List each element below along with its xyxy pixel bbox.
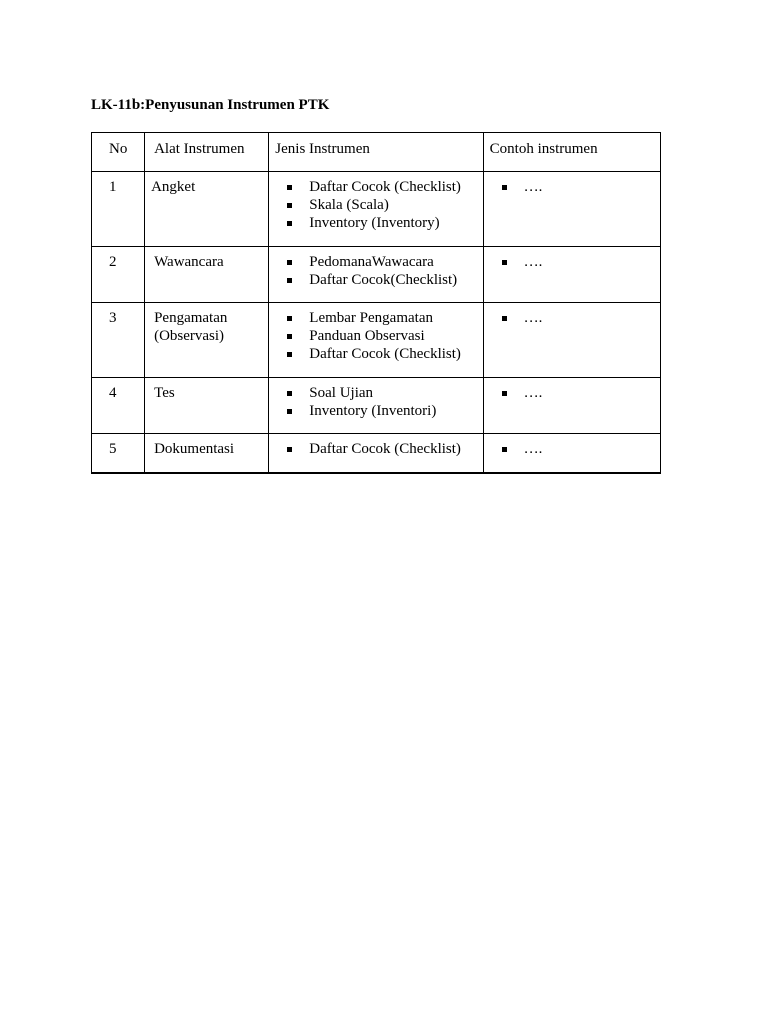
square-bullet-icon	[287, 221, 292, 226]
list-item-text: Panduan Observasi	[309, 328, 425, 344]
list-item-text: ….	[523, 441, 543, 457]
row-jenis-instrumen	[269, 434, 483, 474]
list-item	[269, 327, 482, 345]
row-alat-instrumen: Wawancara	[145, 247, 269, 303]
square-bullet-icon	[287, 334, 292, 339]
list-item	[484, 309, 660, 327]
list-item	[484, 440, 660, 458]
list-item-text: Skala (Scala)	[309, 197, 389, 213]
row-number: 3	[92, 303, 145, 378]
row-alat-instrumen: Angket	[145, 172, 269, 247]
row-jenis-instrumen	[269, 303, 483, 378]
square-bullet-icon	[287, 185, 292, 190]
square-bullet-icon	[287, 447, 292, 452]
table-row	[92, 378, 661, 434]
table-row	[92, 434, 661, 474]
list-item-text: Soal Ujian	[309, 385, 374, 401]
list-item-text: Daftar Cocok (Checklist)	[309, 346, 461, 362]
list-item-text: ….	[523, 385, 543, 401]
list-item-text: PedomanaWawacara	[309, 254, 434, 270]
list-item-text: Daftar Cocok (Checklist)	[309, 179, 461, 195]
square-bullet-icon	[502, 260, 507, 265]
square-bullet-icon	[502, 316, 507, 321]
row-contoh-instrumen	[483, 434, 660, 474]
list-item	[269, 196, 482, 214]
list-item	[269, 178, 482, 196]
square-bullet-icon	[287, 409, 292, 414]
row-contoh-instrumen	[483, 172, 660, 247]
instrument-table	[91, 132, 661, 474]
list-item	[269, 253, 482, 271]
list-item-text: Inventory (Inventori)	[309, 403, 437, 419]
list-item-text: ….	[523, 179, 543, 195]
row-jenis-instrumen	[269, 247, 483, 303]
header-contoh-instrumen: Contoh instrumen	[483, 133, 660, 172]
list-item-text: Inventory (Inventory)	[309, 215, 440, 231]
square-bullet-icon	[287, 203, 292, 208]
list-item	[484, 253, 660, 271]
square-bullet-icon	[287, 391, 292, 396]
list-item	[269, 309, 482, 327]
table-row	[92, 247, 661, 303]
row-number: 1	[92, 172, 145, 247]
list-item	[484, 384, 660, 402]
row-number: 5	[92, 434, 145, 474]
row-number: 4	[92, 378, 145, 434]
list-item	[269, 440, 482, 458]
list-item-text: Daftar Cocok (Checklist)	[309, 441, 461, 457]
list-item-text: ….	[523, 254, 543, 270]
list-item	[269, 402, 482, 420]
square-bullet-icon	[287, 278, 292, 283]
square-bullet-icon	[287, 316, 292, 321]
row-jenis-instrumen	[269, 378, 483, 434]
row-alat-instrumen: Pengamatan (Observasi)	[145, 303, 269, 378]
header-no: No	[92, 133, 145, 172]
square-bullet-icon	[287, 260, 292, 265]
square-bullet-icon	[502, 391, 507, 396]
list-item-text: Daftar Cocok(Checklist)	[309, 272, 458, 288]
table-header-row	[92, 133, 661, 172]
table-row	[92, 172, 661, 247]
list-item	[269, 214, 482, 232]
square-bullet-icon	[502, 447, 507, 452]
list-item	[269, 345, 482, 363]
header-alat-instrumen: Alat Instrumen	[145, 133, 269, 172]
document-title: LK-11b:Penyusunan Instrumen PTK	[91, 97, 330, 113]
list-item-text: Lembar Pengamatan	[309, 310, 433, 326]
table-row	[92, 303, 661, 378]
row-contoh-instrumen	[483, 303, 660, 378]
row-number: 2	[92, 247, 145, 303]
list-item	[269, 271, 482, 289]
header-jenis-instrumen: Jenis Instrumen	[269, 133, 483, 172]
row-alat-instrumen: Dokumentasi	[145, 434, 269, 474]
list-item	[269, 384, 482, 402]
row-alat-instrumen: Tes	[145, 378, 269, 434]
row-contoh-instrumen	[483, 378, 660, 434]
row-jenis-instrumen	[269, 172, 483, 247]
row-contoh-instrumen	[483, 247, 660, 303]
list-item-text: ….	[523, 310, 543, 326]
square-bullet-icon	[502, 185, 507, 190]
list-item	[484, 178, 660, 196]
square-bullet-icon	[287, 352, 292, 357]
